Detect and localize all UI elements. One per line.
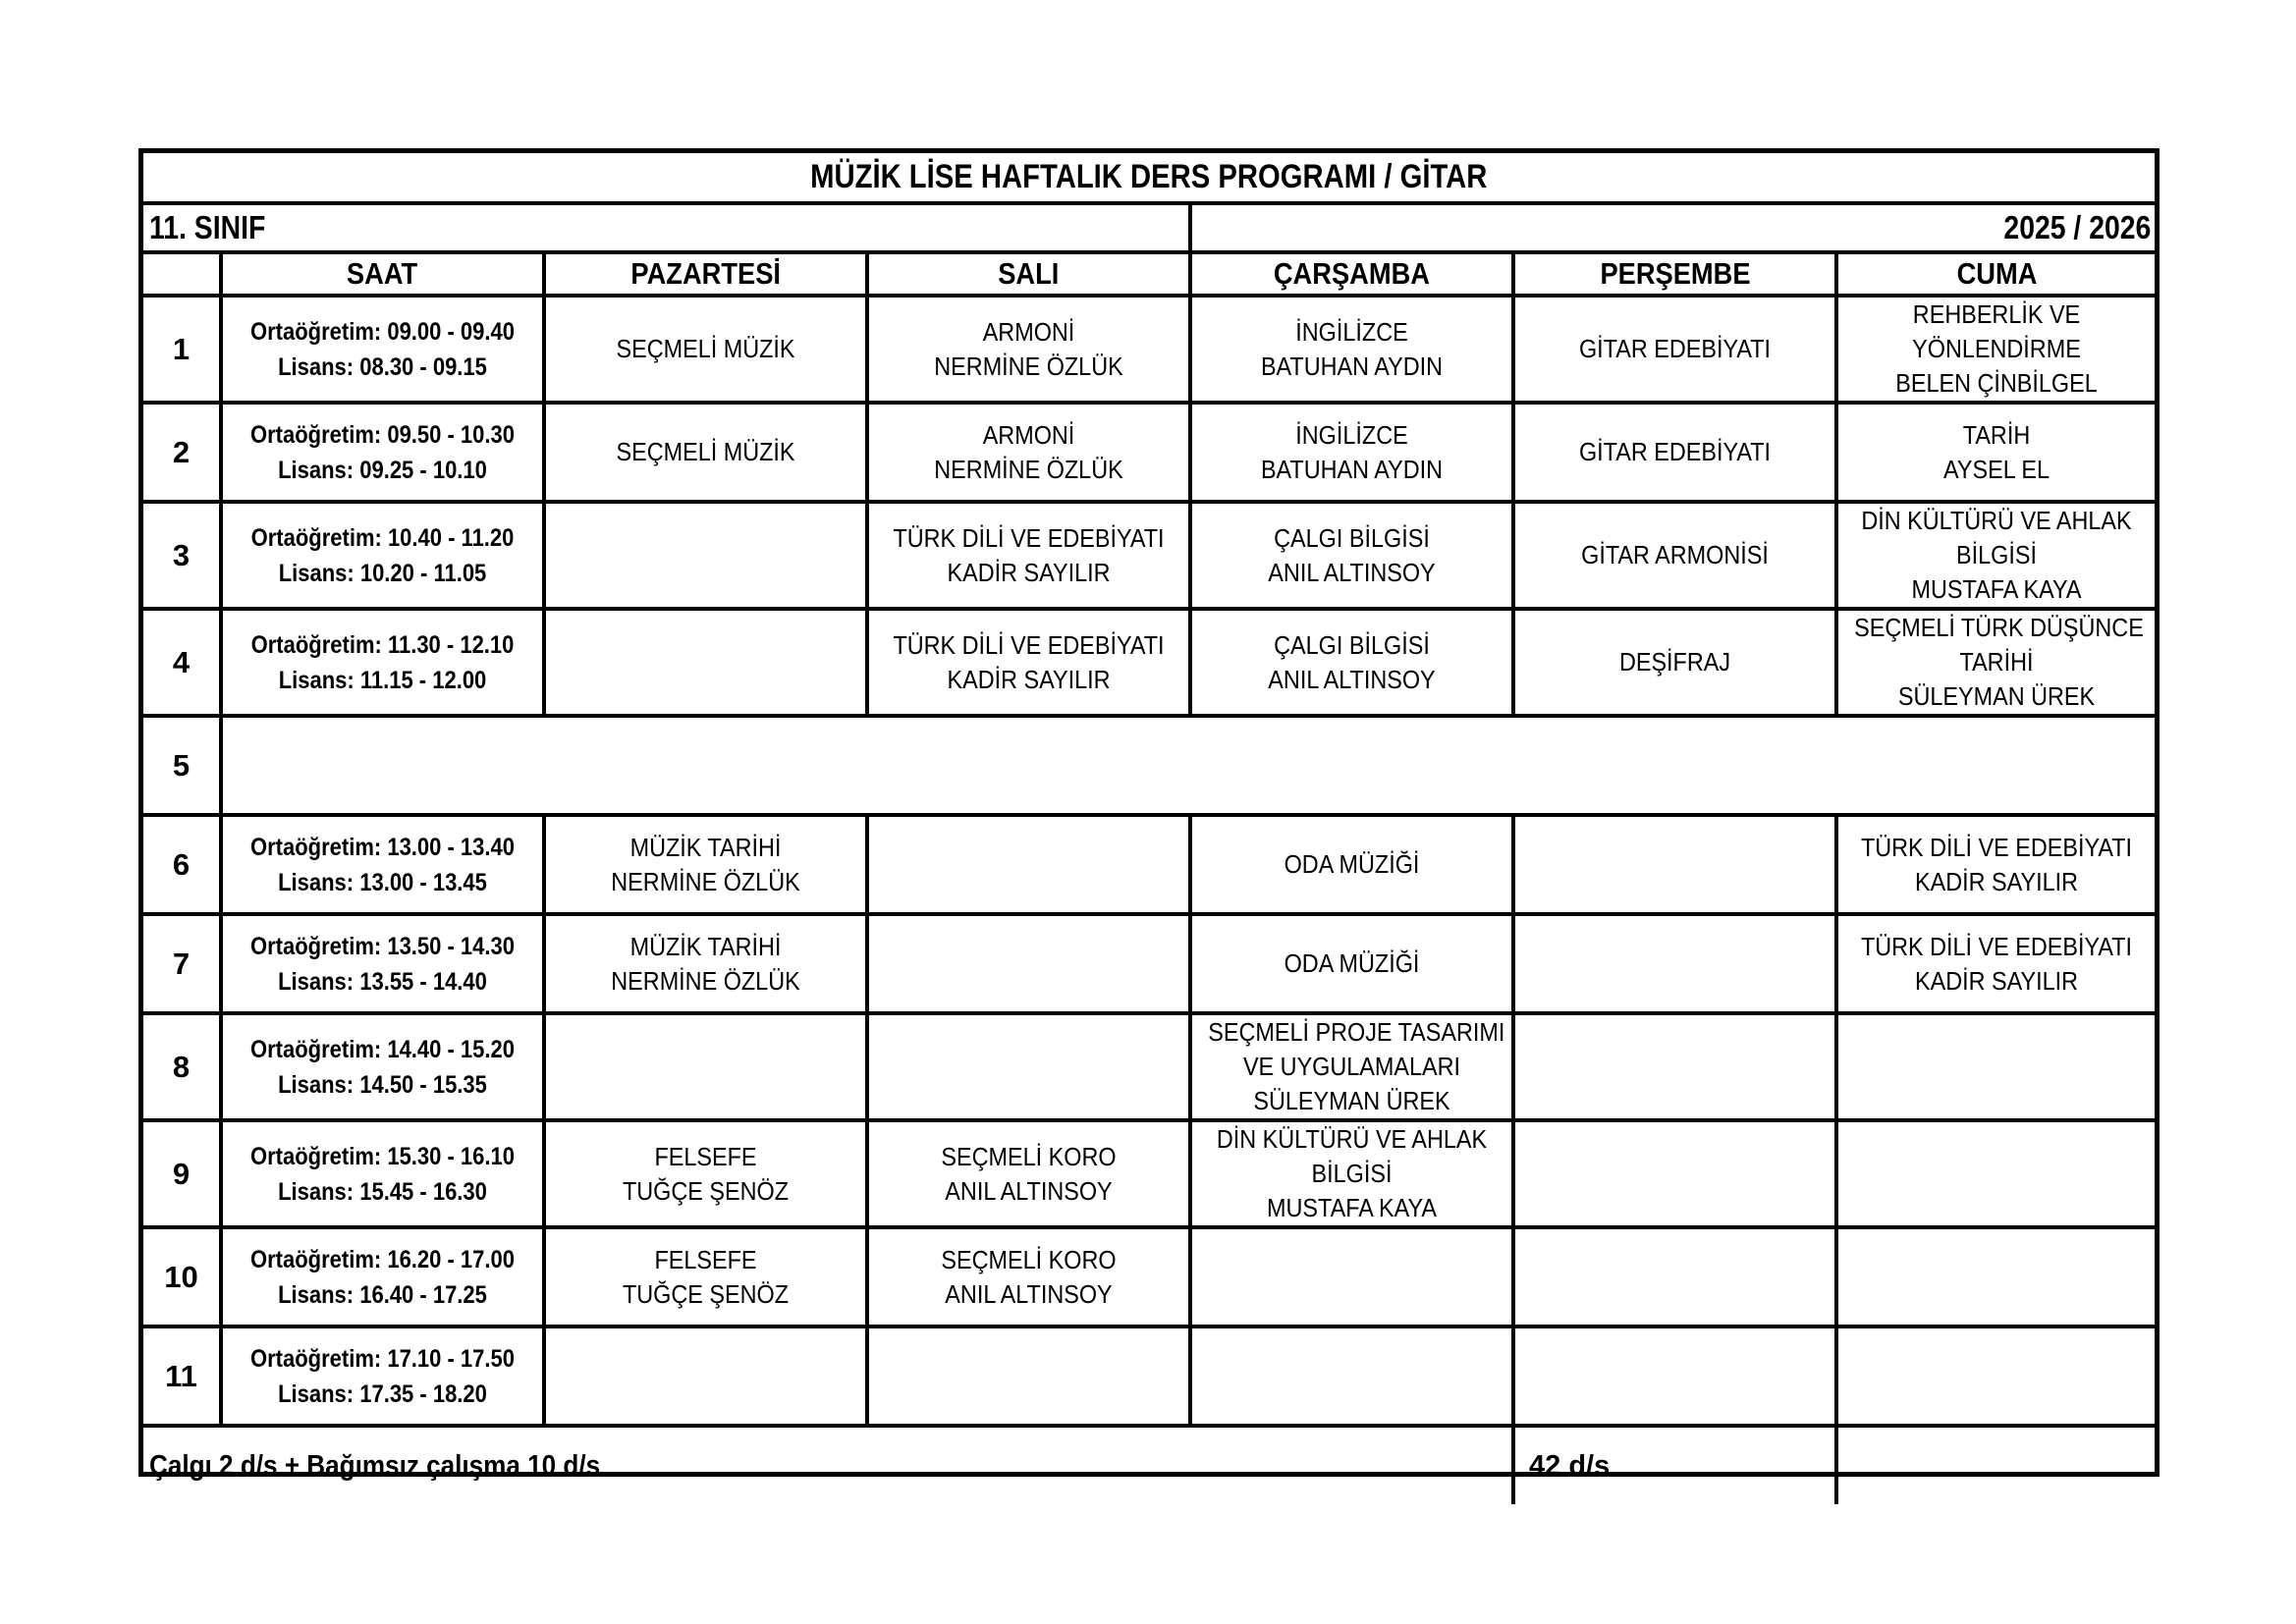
time-secondary: Ortaöğretim: 09.50 - 10.30 <box>249 420 516 449</box>
lesson-line: KADİR SAYILIR <box>947 664 1111 694</box>
period-number: 5 <box>143 716 221 815</box>
time-university: Lisans: 08.30 - 09.15 <box>278 352 487 381</box>
lesson-line: MÜZİK TARİHİ <box>629 931 782 961</box>
time-university: Lisans: 10.20 - 11.05 <box>278 559 487 587</box>
lesson-line: SEÇMELİ KORO <box>941 1244 1117 1274</box>
footer-right-cell <box>1513 1426 1836 1504</box>
lesson-cell-cuma <box>1836 1326 2155 1426</box>
time-cell <box>221 609 544 716</box>
lesson-line: TUĞÇE ŞENÖZ <box>622 1175 790 1206</box>
lesson-line: TÜRK DİLİ VE EDEBİYATI <box>893 629 1165 660</box>
lesson-line: ANIL ALTINSOY <box>1268 557 1436 587</box>
lesson-cell-persembe <box>1513 296 1836 403</box>
lesson-cell-cuma <box>1836 1227 2155 1326</box>
period-number: 3 <box>143 502 221 609</box>
lesson-cell-pazartesi <box>544 502 867 609</box>
lesson-line: ANIL ALTINSOY <box>1268 664 1436 694</box>
lesson-cell-cuma <box>1836 914 2155 1013</box>
lesson-line: ODA MÜZİĞİ <box>1284 849 1420 879</box>
time-university: Lisans: 13.55 - 14.40 <box>278 967 487 996</box>
schedule-row <box>143 296 2155 403</box>
lesson-cell-persembe <box>1513 1120 1836 1227</box>
lesson-line: BELEN ÇİNBİLGEL <box>1895 368 2098 398</box>
schedule-sheet <box>138 148 2159 1482</box>
time-secondary: Ortaöğretim: 15.30 - 16.10 <box>249 1142 516 1170</box>
lesson-line: MÜZİK TARİHİ <box>629 832 782 862</box>
period-number: 4 <box>143 609 221 716</box>
lesson-line: SÜLEYMAN ÜREK <box>1897 681 2096 711</box>
lesson-cell-cuma <box>1836 609 2155 716</box>
lesson-line: İNGİLİZCE <box>1295 316 1408 347</box>
lesson-line: ARMONİ <box>982 419 1075 450</box>
class-label: 11. SINIF <box>149 209 266 245</box>
time-university: Lisans: 17.35 - 18.20 <box>278 1380 487 1408</box>
time-secondary: Ortaöğretim: 13.50 - 14.30 <box>249 932 516 960</box>
period-number: 11 <box>143 1326 221 1426</box>
lesson-line: TARİH <box>1962 419 2031 450</box>
lesson-line: ÇALGI BİLGİSİ <box>1274 522 1430 553</box>
lesson-line: TUĞÇE ŞENÖZ <box>622 1278 790 1309</box>
lesson-cell-persembe <box>1513 1013 1836 1120</box>
time-university: Lisans: 09.25 - 10.10 <box>278 456 487 484</box>
lesson-cell-carsamba <box>1190 1326 1513 1426</box>
lesson-line: ODA MÜZİĞİ <box>1284 948 1420 978</box>
lesson-line: TARİHİ <box>1959 647 2034 677</box>
lesson-cell-pazartesi <box>544 1013 867 1120</box>
lesson-line: SEÇMELİ MÜZİK <box>616 334 795 363</box>
schedule-row <box>143 716 2155 815</box>
period-number: 1 <box>143 296 221 403</box>
lesson-cell-carsamba <box>1190 914 1513 1013</box>
time-university: Lisans: 13.00 - 13.45 <box>278 868 487 896</box>
lesson-line: NERMİNE ÖZLÜK <box>934 351 1123 381</box>
footer-total: 42 d/s <box>1529 1449 1611 1482</box>
footer-empty-cell <box>1836 1426 2155 1504</box>
lesson-cell-sali <box>867 914 1190 1013</box>
schedule-row <box>143 1326 2155 1426</box>
time-university: Lisans: 15.45 - 16.30 <box>278 1177 487 1206</box>
lesson-cell-pazartesi <box>544 1227 867 1326</box>
lesson-line: TÜRK DİLİ VE EDEBİYATI <box>893 522 1165 553</box>
period-number: 9 <box>143 1120 221 1227</box>
lesson-cell-pazartesi <box>544 914 867 1013</box>
lesson-cell-sali <box>867 403 1190 502</box>
lesson-line: NERMİNE ÖZLÜK <box>934 454 1123 484</box>
lesson-line: İNGİLİZCE <box>1295 419 1408 450</box>
lesson-line: KADİR SAYILIR <box>947 557 1111 587</box>
time-secondary: Ortaöğretim: 09.00 - 09.40 <box>249 317 516 346</box>
lesson-cell-cuma <box>1836 502 2155 609</box>
lesson-line: SEÇMELİ TÜRK DÜŞÜNCE <box>1854 613 2144 642</box>
lesson-line: AYSEL EL <box>1943 454 2050 484</box>
lesson-line: ANIL ALTINSOY <box>945 1175 1113 1206</box>
lesson-cell-sali <box>867 1013 1190 1120</box>
time-cell <box>221 914 544 1013</box>
footer-note: Çalgı 2 d/s + Bağımsız çalışma 10 d/s <box>149 1449 601 1482</box>
lesson-cell-persembe <box>1513 914 1836 1013</box>
time-secondary: Ortaöğretim: 13.00 - 13.40 <box>249 833 516 861</box>
time-cell <box>221 296 544 403</box>
lesson-cell-persembe <box>1513 502 1836 609</box>
col-header-persembe: PERŞEMBE <box>1513 252 1836 296</box>
lesson-line: SEÇMELİ MÜZİK <box>616 437 795 466</box>
lesson-cell-sali <box>867 1326 1190 1426</box>
lesson-line: SEÇMELİ KORO <box>941 1141 1117 1171</box>
lesson-line: ANIL ALTINSOY <box>945 1278 1113 1309</box>
lesson-line: SEÇMELİ PROJE TASARIMI <box>1208 1017 1505 1047</box>
col-header-sali: SALI <box>867 252 1190 296</box>
lesson-cell-carsamba <box>1190 296 1513 403</box>
lesson-cell-persembe <box>1513 1227 1836 1326</box>
lesson-line: FELSEFE <box>654 1141 757 1171</box>
lesson-cell-sali <box>867 609 1190 716</box>
lesson-cell-carsamba <box>1190 1227 1513 1326</box>
lesson-line: MUSTAFA KAYA <box>1267 1193 1437 1222</box>
lesson-line: KADİR SAYILIR <box>1914 965 2079 996</box>
lesson-cell-carsamba <box>1190 815 1513 914</box>
time-cell <box>221 1120 544 1227</box>
footer-left-cell <box>143 1426 1513 1504</box>
lesson-cell-carsamba <box>1190 502 1513 609</box>
time-cell <box>221 1326 544 1426</box>
schedule-table <box>143 153 2155 1504</box>
time-cell <box>221 502 544 609</box>
col-header-cuma: CUMA <box>1836 252 2155 296</box>
lesson-cell-pazartesi <box>544 1326 867 1426</box>
lesson-line: DİN KÜLTÜRÜ VE AHLAK <box>1861 506 2132 535</box>
lesson-cell-persembe <box>1513 403 1836 502</box>
lesson-line: NERMİNE ÖZLÜK <box>611 866 800 896</box>
corner-cell <box>143 252 221 296</box>
lesson-line: GİTAR ARMONİSİ <box>1581 540 1769 569</box>
lesson-line: BATUHAN AYDIN <box>1260 454 1444 484</box>
time-secondary: Ortaöğretim: 16.20 - 17.00 <box>249 1245 516 1273</box>
lesson-line: KADİR SAYILIR <box>1914 866 2079 896</box>
lesson-cell-persembe <box>1513 815 1836 914</box>
lesson-cell-pazartesi <box>544 296 867 403</box>
time-secondary: Ortaöğretim: 11.30 - 12.10 <box>250 630 515 659</box>
time-cell <box>221 1227 544 1326</box>
lesson-cell-cuma <box>1836 815 2155 914</box>
period-number: 8 <box>143 1013 221 1120</box>
lesson-cell-cuma <box>1836 403 2155 502</box>
time-cell <box>221 403 544 502</box>
lesson-cell-pazartesi <box>544 403 867 502</box>
period-number: 7 <box>143 914 221 1013</box>
schedule-row <box>143 609 2155 716</box>
lesson-line: NERMİNE ÖZLÜK <box>611 965 800 996</box>
schedule-row <box>143 1013 2155 1120</box>
lesson-cell-carsamba <box>1190 1120 1513 1227</box>
col-header-saat: SAAT <box>221 252 544 296</box>
year-cell <box>1190 203 2155 252</box>
lesson-cell-cuma <box>1836 1120 2155 1227</box>
period-number: 10 <box>143 1227 221 1326</box>
lesson-cell-sali <box>867 1227 1190 1326</box>
lesson-line: TÜRK DİLİ VE EDEBİYATI <box>1860 931 2133 961</box>
period-number: 2 <box>143 403 221 502</box>
schedule-row <box>143 403 2155 502</box>
lesson-line: BİLGİSİ <box>1956 540 2037 569</box>
time-university: Lisans: 16.40 - 17.25 <box>278 1280 487 1309</box>
time-secondary: Ortaöğretim: 10.40 - 11.20 <box>250 523 515 552</box>
year-label: 2025 / 2026 <box>2003 209 2151 245</box>
lesson-cell-sali <box>867 296 1190 403</box>
lesson-line: SÜLEYMAN ÜREK <box>1253 1086 1450 1115</box>
lesson-cell-carsamba <box>1190 403 1513 502</box>
lesson-line: DİN KÜLTÜRÜ VE AHLAK <box>1216 1124 1488 1154</box>
lesson-line: GİTAR EDEBİYATI <box>1578 437 1772 466</box>
lesson-cell-carsamba <box>1190 1013 1513 1120</box>
lesson-cell-carsamba <box>1190 609 1513 716</box>
schedule-row <box>143 815 2155 914</box>
schedule-row <box>143 914 2155 1013</box>
lesson-line: GİTAR EDEBİYATI <box>1578 334 1772 363</box>
lesson-line: BİLGİSİ <box>1311 1159 1393 1188</box>
time-secondary: Ortaöğretim: 17.10 - 17.50 <box>249 1344 516 1373</box>
lesson-line: BATUHAN AYDIN <box>1260 351 1444 381</box>
time-university: Lisans: 14.50 - 15.35 <box>278 1070 487 1099</box>
lesson-line: ÇALGI BİLGİSİ <box>1274 629 1430 660</box>
schedule-row <box>143 502 2155 609</box>
lesson-cell-pazartesi <box>544 609 867 716</box>
lesson-line: MUSTAFA KAYA <box>1911 574 2082 604</box>
time-university: Lisans: 11.15 - 12.00 <box>278 666 487 694</box>
lesson-cell-cuma <box>1836 1013 2155 1120</box>
time-cell <box>221 1013 544 1120</box>
lesson-line: VE UYGULAMALARI <box>1242 1052 1461 1081</box>
lesson-line: ARMONİ <box>982 316 1075 347</box>
lesson-cell-pazartesi <box>544 815 867 914</box>
lesson-cell-persembe <box>1513 609 1836 716</box>
lesson-cell-sali <box>867 502 1190 609</box>
schedule-row <box>143 1120 2155 1227</box>
lesson-line: TÜRK DİLİ VE EDEBİYATI <box>1860 832 2133 862</box>
lesson-cell-pazartesi <box>544 1120 867 1227</box>
lesson-line: YÖNLENDİRME <box>1912 334 2081 363</box>
lesson-cell-sali <box>867 1120 1190 1227</box>
col-header-carsamba: ÇARŞAMBA <box>1190 252 1513 296</box>
lesson-line: FELSEFE <box>654 1244 757 1274</box>
lesson-cell-cuma <box>1836 296 2155 403</box>
period-number: 6 <box>143 815 221 914</box>
lesson-line: DEŞİFRAJ <box>1618 647 1731 677</box>
time-secondary: Ortaöğretim: 14.40 - 15.20 <box>249 1035 516 1063</box>
page-title: MÜZİK LİSE HAFTALIK DERS PROGRAMI / GİTAR <box>810 158 1488 195</box>
col-header-pazartesi: PAZARTESİ <box>544 252 867 296</box>
class-cell <box>143 203 1190 252</box>
lesson-cell-sali <box>867 815 1190 914</box>
lesson-line: REHBERLİK VE <box>1912 299 2081 329</box>
lesson-cell-persembe <box>1513 1326 1836 1426</box>
time-cell <box>221 815 544 914</box>
schedule-row <box>143 1227 2155 1326</box>
title-cell <box>143 153 2155 203</box>
lunch-break-cell <box>221 716 2155 815</box>
